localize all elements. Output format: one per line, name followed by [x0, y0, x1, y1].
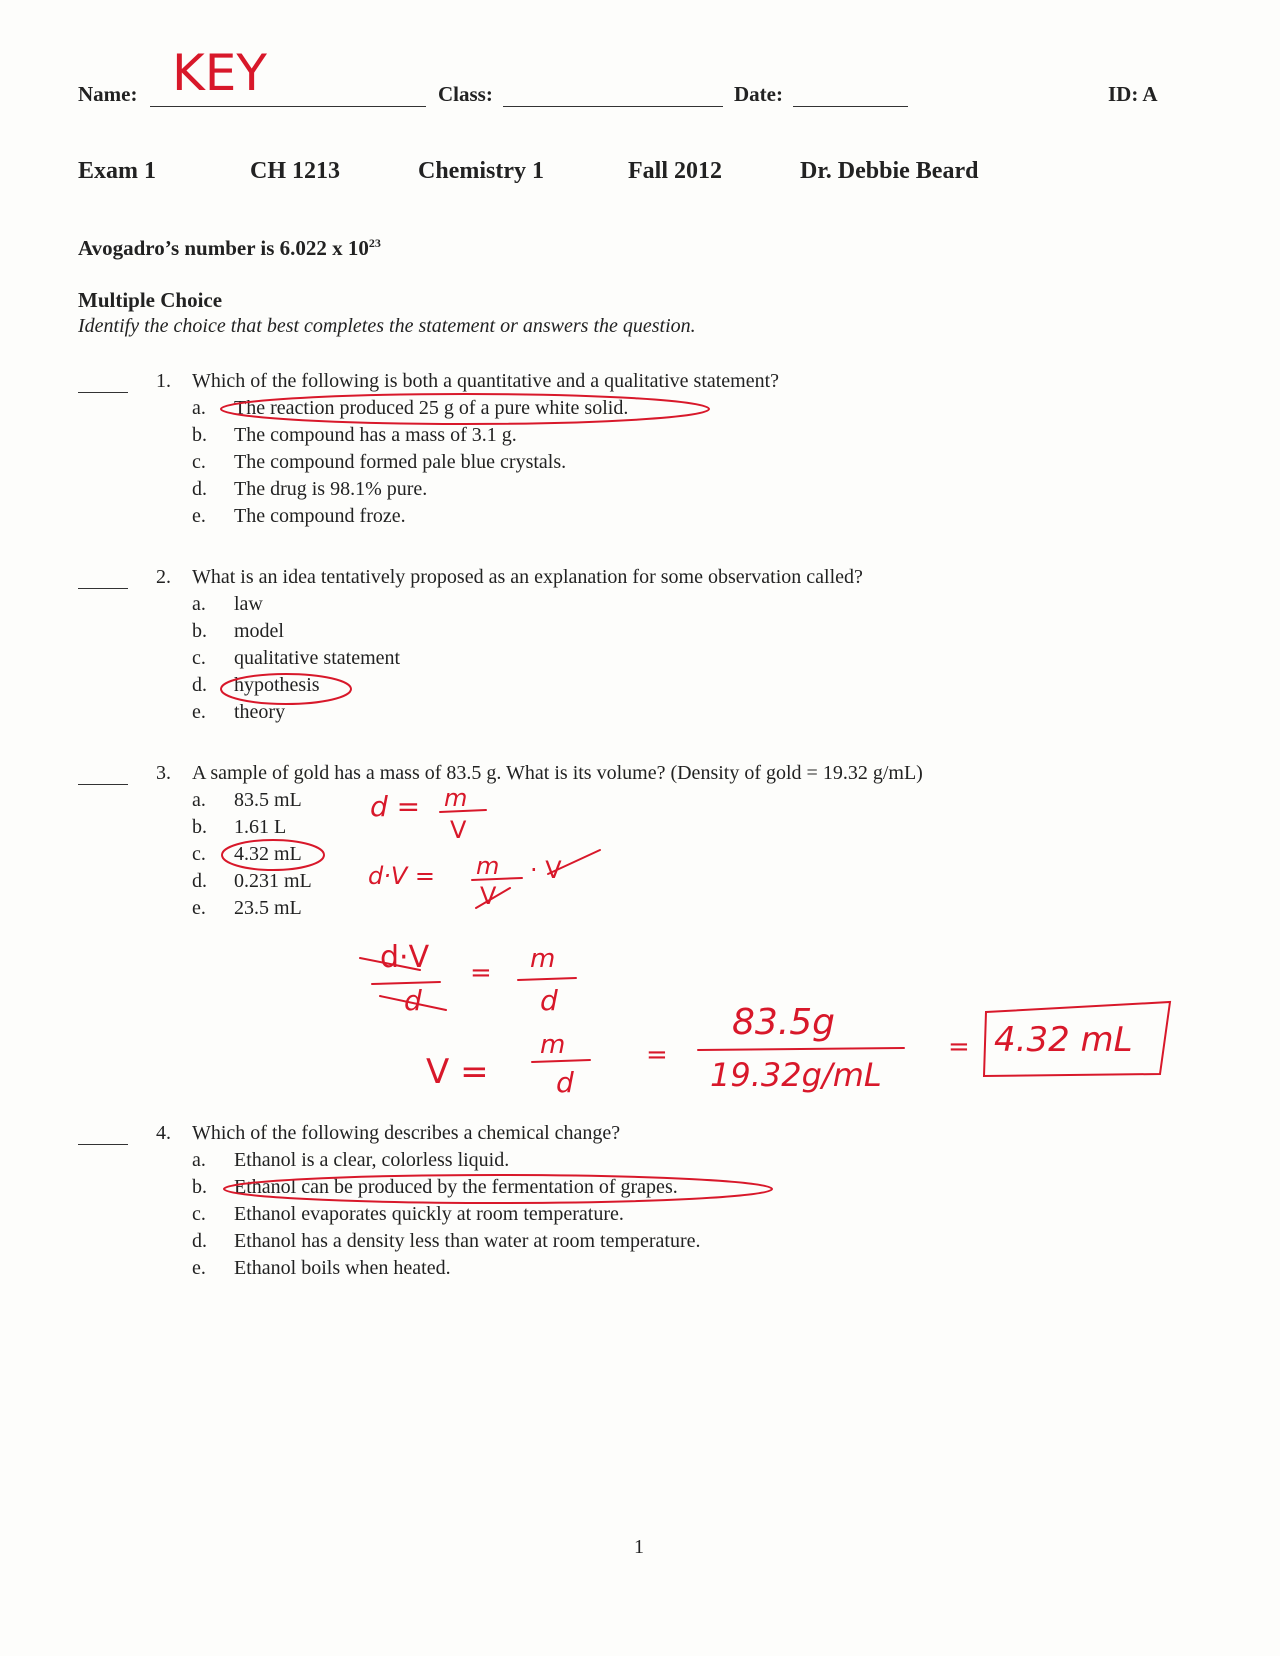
choice-b: b. model — [192, 620, 284, 642]
work-eq2-lhs: d·V = — [368, 862, 436, 890]
work-eq2-cancel-mark-2 — [548, 850, 600, 874]
choice-d: d. Ethanol has a density less than water at room temperature. — [192, 1230, 701, 1252]
date-label: Date: — [734, 82, 783, 106]
choice-b: b. Ethanol can be produced by the fermentation of grapes. — [192, 1176, 678, 1198]
section-instructions: Identify the choice that best completes the statement or answers the question. — [78, 315, 696, 337]
work-eq2-den: V — [480, 882, 497, 910]
choice-a: a. law — [192, 593, 263, 615]
work-eq1-fraction-bar — [440, 810, 486, 812]
work-eq4-lhs: V = — [426, 1052, 489, 1092]
course-code: CH 1213 — [250, 158, 340, 184]
question-text: A sample of gold has a mass of 83.5 g. What is its volume? (Density of gold = 19.32 g/mL) — [192, 762, 923, 784]
answer-circle-q4 — [224, 1175, 772, 1203]
work-eq3-lhs-den: d — [404, 984, 422, 1017]
page-number: 1 — [634, 1536, 644, 1558]
section-title: Multiple Choice — [78, 288, 223, 312]
question-number: 3. — [156, 762, 171, 784]
name-label: Name: — [78, 82, 138, 106]
question-number: 4. — [156, 1122, 171, 1144]
avogadro-exponent: 23 — [368, 236, 381, 250]
question-text: Which of the following describes a chemical change? — [192, 1122, 621, 1144]
choice-d: d. The drug is 98.1% pure. — [192, 478, 428, 500]
question-number: 2. — [156, 566, 171, 588]
choice-c: c. The compound formed pale blue crystals. — [192, 451, 567, 473]
work-eq2-times: · V — [530, 856, 562, 884]
choice-e: e. 23.5 mL — [192, 897, 302, 919]
work-eq3-den: d — [540, 984, 558, 1017]
work-eq4-equals: = — [646, 1040, 668, 1070]
choice-e: e. Ethanol boils when heated. — [192, 1257, 451, 1279]
work-eq1-den: V — [450, 816, 467, 844]
work-calc-numerator: 83.5g — [732, 1002, 836, 1043]
id-label: ID: A — [1108, 82, 1158, 106]
choice-e: e. The compound froze. — [192, 505, 406, 527]
question-text: Which of the following is both a quantitative and a qualitative statement? — [192, 370, 780, 392]
work-eq4-num: m — [540, 1030, 566, 1060]
work-eq4-den: d — [556, 1066, 574, 1099]
work-eq3-cancel-top — [360, 958, 420, 970]
instructor: Dr. Debbie Beard — [800, 158, 979, 184]
work-eq1-lhs: d = — [370, 790, 421, 823]
choice-a: a. 83.5 mL — [192, 789, 302, 811]
choice-b: b. 1.61 L — [192, 816, 287, 838]
choice-b: b. The compound has a mass of 3.1 g. — [192, 424, 517, 446]
work-eq2-num: m — [476, 852, 500, 880]
course-subject: Chemistry 1 — [418, 158, 544, 184]
choice-a: a. The reaction produced 25 g of a pure white solid. — [192, 397, 629, 419]
work-eq2-fraction-bar — [472, 878, 522, 880]
choice-d: d. hypothesis — [192, 674, 320, 696]
work-eq4-fraction-bar — [532, 1060, 590, 1062]
work-final-answer-box — [984, 1002, 1170, 1076]
work-final-answer: 4.32 mL — [994, 1020, 1133, 1060]
exam-number: Exam 1 — [78, 158, 156, 184]
work-eq2-cancel-mark — [476, 888, 510, 908]
answer-circle-q2 — [221, 674, 351, 704]
work-eq1-num: m — [444, 784, 468, 812]
work-eq3-rhs-fraction-bar — [518, 978, 576, 980]
work-eq3-equals: = — [470, 958, 492, 988]
work-calc-fraction-bar — [698, 1048, 904, 1050]
work-eq3-num: m — [530, 944, 556, 974]
work-calc-equals: = — [948, 1032, 970, 1062]
question-text: What is an idea tentatively proposed as an explanation for some observation called? — [192, 566, 863, 588]
avogadro-text: Avogadro’s number is 6.022 x 10 — [78, 236, 369, 260]
choice-c: c. Ethanol evaporates quickly at room temperature. — [192, 1203, 624, 1225]
choice-d: d. 0.231 mL — [192, 870, 312, 892]
work-eq3-cancel-bottom — [380, 996, 446, 1010]
work-calc-denominator: 19.32g/mL — [710, 1056, 882, 1094]
answer-circle-q1 — [221, 394, 709, 424]
work-eq3-lhs-num: d·V — [380, 940, 430, 975]
question-number: 1. — [156, 370, 171, 392]
choice-c: c. qualitative statement — [192, 647, 401, 669]
choice-e: e. theory — [192, 701, 286, 723]
choice-a: a. Ethanol is a clear, colorless liquid. — [192, 1149, 510, 1171]
class-label: Class: — [438, 82, 493, 106]
answer-circle-q3 — [222, 840, 324, 870]
term: Fall 2012 — [628, 158, 722, 184]
work-eq3-lhs-fraction-bar — [372, 982, 440, 984]
choice-c: c. 4.32 mL — [192, 843, 302, 865]
name-value-handwritten: KEY — [172, 44, 267, 102]
